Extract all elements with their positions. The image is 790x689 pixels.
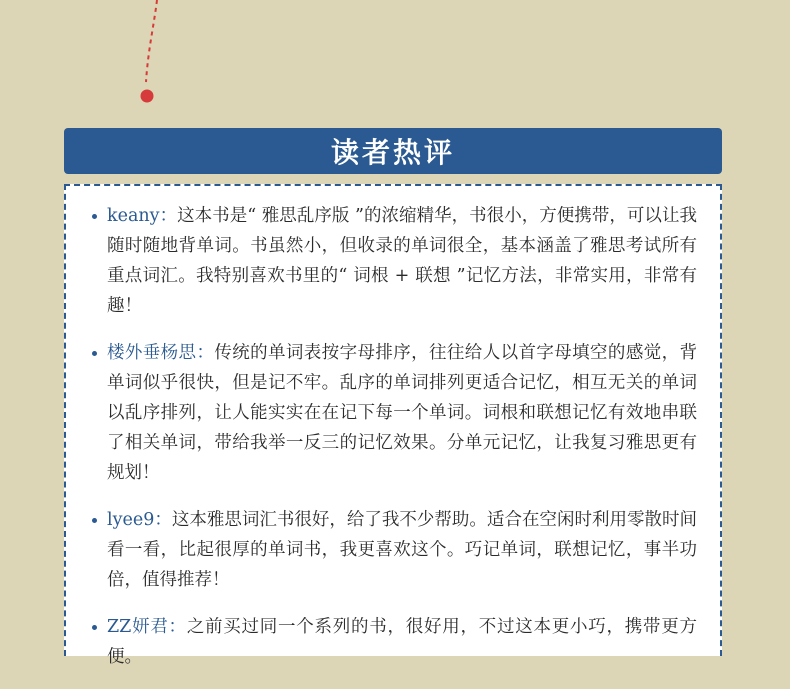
bullet-dot-icon xyxy=(92,214,97,219)
connector-dot xyxy=(141,90,154,103)
review-text: 这本雅思词汇书很好，给了我不少帮助。适合在空闲时利用零散时间看一看，比起很厚的单词书，我更喜欢这个。巧记单词，联想记忆，事半功倍，值得推荐！ xyxy=(107,510,697,590)
review-card xyxy=(64,184,722,667)
review-text: 这本书是“ 雅思乱序版 ”的浓缩精华，书很小，方便携带，可以让我随时随地背单词。书虽然小，但收录的单词很全，基本涵盖了雅思考试所有重点词汇。我特别喜欢书里的“ 词根 + 联想 ”记忆方法，非常实用，非常有趣！ xyxy=(107,206,697,316)
review-item xyxy=(107,338,697,488)
reviewer-name: lyee9： xyxy=(107,510,172,530)
section-header xyxy=(64,128,722,174)
reviewer-name: 楼外垂杨思： xyxy=(107,343,215,363)
dashed-connector xyxy=(0,0,200,110)
review-item xyxy=(107,612,697,672)
bullet-dot-icon xyxy=(92,518,97,523)
review-item xyxy=(107,201,697,321)
bullet-dot-icon xyxy=(92,625,97,630)
section-title: 读者热评 xyxy=(330,136,455,169)
connector-line xyxy=(146,0,157,82)
review-text: 之前买过同一个系列的书，很好用，不过这本更小巧，携带更方便。 xyxy=(107,617,697,667)
review-list xyxy=(107,201,697,689)
reviewer-name: keany： xyxy=(107,206,178,226)
review-text: 传统的单词表按字母排序，往往给人以首字母填空的感觉，背单词似乎很快，但是记不牢。乱序的单词排列更适合记忆，相互无关的单词以乱序排列，让人能实实在在记下每一个单词。词根和联想记忆有效地串联了相关单词，带给我举一反三的记忆效果。分单元记忆，让我复习雅思更有规划！ xyxy=(107,343,697,483)
review-item xyxy=(107,505,697,595)
bullet-dot-icon xyxy=(92,351,97,356)
reviewer-name: ZZ妍君： xyxy=(107,617,187,637)
